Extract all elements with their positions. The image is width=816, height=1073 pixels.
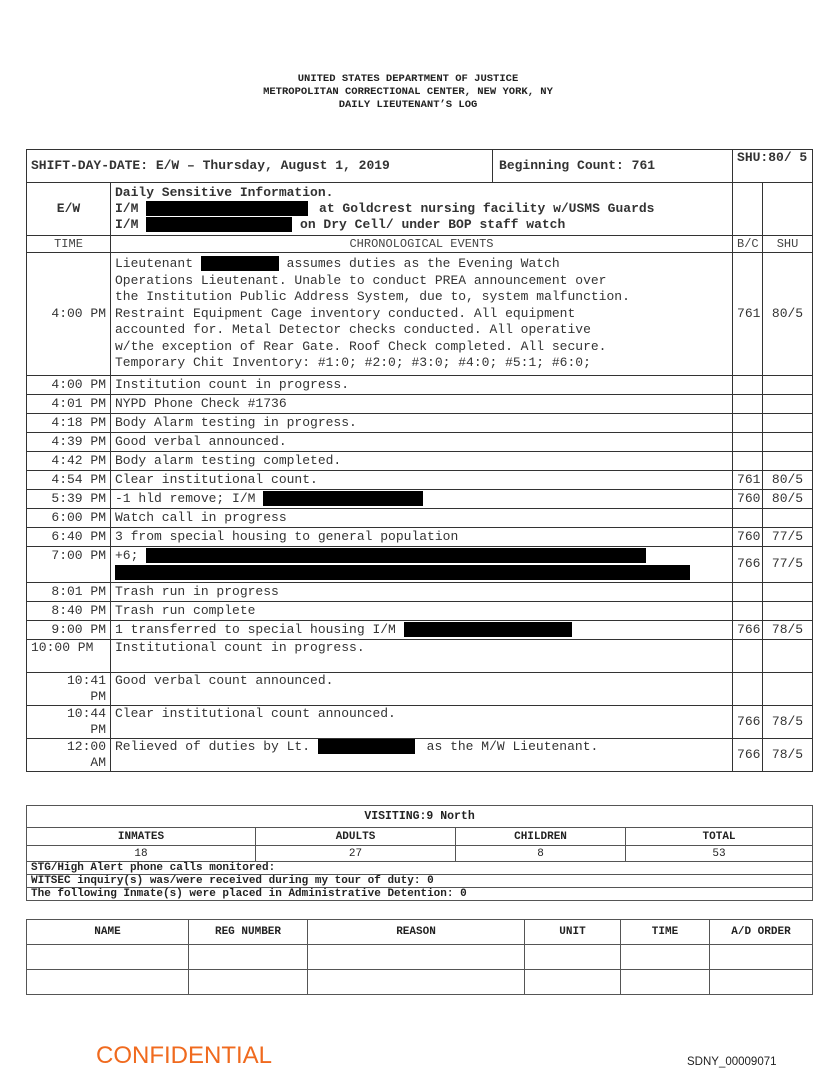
entry-shu	[763, 394, 813, 413]
log-table	[26, 149, 813, 772]
entry-line: Operations Lieutenant. Unable to conduct PREA announcement over	[115, 272, 607, 288]
entry-text-value: -1 hld remove; I/M	[115, 490, 256, 506]
visiting-header-row	[27, 828, 813, 846]
entry-line: w/the exception of Rear Gate. Roof Check completed. All secure.	[115, 338, 607, 354]
entry-bc: 761	[733, 253, 763, 376]
entry-bc	[733, 432, 763, 451]
entry-time: 8:01 PM	[27, 582, 111, 601]
redaction-box	[404, 622, 572, 637]
visiting-title-row	[27, 806, 813, 828]
entry-line	[115, 256, 728, 273]
children-value: 8	[456, 846, 626, 862]
visiting-title: VISITING:9 North	[27, 806, 813, 828]
empty-cell	[308, 970, 525, 995]
entry-line-text: assumes duties as the Evening Watch	[286, 256, 560, 271]
detention-empty-row	[27, 970, 813, 995]
reg-number-header: REG NUMBER	[189, 920, 308, 945]
sensitive-title: Daily Sensitive Information.	[115, 185, 334, 200]
entry-shu	[763, 582, 813, 601]
entry-time: 4:42 PM	[27, 451, 111, 470]
entry-bc: 760	[733, 489, 763, 508]
ad-order-header: A/D ORDER	[710, 920, 813, 945]
entry-shu: 77/5	[763, 527, 813, 546]
log-entry	[27, 738, 813, 771]
im-label: I/M	[115, 217, 139, 232]
inmates-header: INMATES	[27, 828, 256, 846]
beginning-count: Beginning Count: 761	[493, 150, 733, 183]
inmates-value: 18	[27, 846, 256, 862]
shu-cell	[763, 183, 813, 236]
log-entry	[27, 394, 813, 413]
empty-cell	[189, 945, 308, 970]
entry-text	[111, 546, 733, 582]
shift-header-row	[27, 150, 813, 183]
entry-text-value: 1 transferred to special housing I/M	[115, 621, 396, 637]
log-entry	[27, 527, 813, 546]
entry-time: 8:40 PM	[27, 601, 111, 620]
entry-text: Body alarm testing completed.	[111, 451, 733, 470]
entry-shu: 80/5	[763, 470, 813, 489]
detention-row	[27, 888, 813, 901]
sensitive-line-2-text: on Dry Cell/ under BOP staff watch	[300, 217, 566, 232]
sensitive-line-2	[115, 217, 728, 233]
entry-bc	[733, 394, 763, 413]
entry-time: 10:41 PM	[27, 672, 111, 705]
log-title: DAILY LIEUTENANT’S LOG	[338, 99, 478, 111]
log-entry	[27, 253, 813, 376]
empty-cell	[27, 945, 189, 970]
entry-bc: 766	[733, 705, 763, 738]
entry-shu	[763, 639, 813, 672]
column-header-row	[27, 236, 813, 253]
sensitive-info	[111, 183, 733, 236]
entry-line: the Institution Public Address System, due to, system malfunction.	[115, 289, 630, 304]
entry-shu: 80/5	[763, 489, 813, 508]
bc-column-header: B/C	[733, 236, 763, 253]
redaction-box	[146, 201, 308, 216]
entry-text: Trash run complete	[111, 601, 733, 620]
log-entry	[27, 375, 813, 394]
entry-time: 10:00 PM	[27, 639, 111, 672]
entry-text: Clear institutional count.	[111, 470, 733, 489]
shu-count	[733, 150, 813, 183]
sensitive-line-1-text: at Goldcrest nursing facility w/USMS Guards	[319, 201, 655, 216]
redaction-box	[263, 491, 423, 506]
entry-time: 6:40 PM	[27, 527, 111, 546]
entry-bc: 766	[733, 546, 763, 582]
log-entry	[27, 639, 813, 672]
entry-time: 4:00 PM	[27, 375, 111, 394]
log-entry	[27, 620, 813, 639]
stg-row	[27, 862, 813, 875]
visiting-values-row	[27, 846, 813, 862]
entry-shu: 80/5	[763, 253, 813, 376]
entry-bc	[733, 451, 763, 470]
entry-line: Restraint Equipment Cage inventory conducted. All equipment	[115, 305, 576, 321]
entry-shu	[763, 375, 813, 394]
entry-text: Trash run in progress	[111, 582, 733, 601]
entry-bc	[733, 639, 763, 672]
entry-text-value: +6;	[115, 547, 139, 563]
entry-shu	[763, 601, 813, 620]
entry-bc	[733, 582, 763, 601]
entry-text	[111, 489, 733, 508]
entry-time: 10:44 PM	[27, 705, 111, 738]
entry-time: 6:00 PM	[27, 508, 111, 527]
entry-time: 4:18 PM	[27, 413, 111, 432]
entry-bc	[733, 375, 763, 394]
entry-shu	[763, 451, 813, 470]
log-entry	[27, 546, 813, 582]
entry-shu	[763, 672, 813, 705]
entry-text: Body Alarm testing in progress.	[111, 413, 733, 432]
visiting-table	[26, 805, 813, 901]
name-header: NAME	[27, 920, 189, 945]
entry-text: Watch call in progress	[111, 508, 733, 527]
entry-bc: 766	[733, 620, 763, 639]
empty-cell	[710, 970, 813, 995]
log-entry	[27, 470, 813, 489]
entry-bc	[733, 672, 763, 705]
events-column-header: CHRONOLOGICAL EVENTS	[111, 236, 733, 253]
adults-header: ADULTS	[256, 828, 456, 846]
shu-column-header: SHU	[763, 236, 813, 253]
entry-text: Institution count in progress.	[111, 375, 733, 394]
entry-shu	[763, 432, 813, 451]
entry-text	[111, 253, 733, 376]
shift-day-date: SHIFT-DAY-DATE: E/W – Thursday, August 1, 2019	[27, 150, 493, 183]
stg-line: STG/High Alert phone calls monitored:	[27, 862, 813, 875]
detention-table	[26, 919, 813, 995]
entry-time: 4:00 PM	[27, 253, 111, 376]
entry-line	[115, 548, 728, 564]
log-entry	[27, 508, 813, 527]
empty-cell	[308, 945, 525, 970]
entry-shu: 77/5	[763, 546, 813, 582]
empty-cell	[525, 970, 621, 995]
entry-text: Good verbal announced.	[111, 432, 733, 451]
children-header: CHILDREN	[456, 828, 626, 846]
witsec-line: WITSEC inquiry(s) was/were received during my tour of duty: 0	[27, 875, 813, 888]
redaction-box	[146, 217, 292, 232]
total-value: 53	[626, 846, 813, 862]
entry-shu: 78/5	[763, 620, 813, 639]
redaction-box	[115, 565, 690, 580]
entry-line: Temporary Chit Inventory: #1:0; #2:0; #3:0; #4:0; #5:1; #6:0;	[115, 355, 591, 370]
shu-count-value: SHU:80/ 5	[737, 150, 808, 165]
empty-cell	[621, 945, 710, 970]
sensitive-info-row	[27, 183, 813, 236]
redaction-box	[146, 548, 646, 563]
log-entry	[27, 582, 813, 601]
reason-header: REASON	[308, 920, 525, 945]
entry-time: 5:39 PM	[27, 489, 111, 508]
entry-time: 7:00 PM	[27, 546, 111, 582]
witsec-row	[27, 875, 813, 888]
entry-time: 4:39 PM	[27, 432, 111, 451]
entry-text: Clear institutional count announced.	[111, 705, 733, 738]
entry-text	[111, 738, 733, 771]
entry-time: 9:00 PM	[27, 620, 111, 639]
entry-line	[115, 565, 728, 581]
confidential-stamp: CONFIDENTIAL	[96, 1042, 273, 1069]
log-entry	[27, 489, 813, 508]
entry-bc	[733, 508, 763, 527]
entry-bc	[733, 413, 763, 432]
log-entry	[27, 413, 813, 432]
log-entry	[27, 672, 813, 705]
entry-text-value: Relieved of duties by Lt.	[115, 738, 311, 754]
shift-code: E/W	[27, 183, 111, 236]
entry-text: NYPD Phone Check #1736	[111, 394, 733, 413]
empty-cell	[189, 970, 308, 995]
empty-cell	[525, 945, 621, 970]
facility-title: METROPOLITAN CORRECTIONAL CENTER, NEW YORK, NY	[263, 86, 553, 98]
bates-number: SDNY_00009071	[687, 1056, 777, 1068]
time-header: TIME	[621, 920, 710, 945]
entry-line: accounted for. Metal Detector checks conducted. All operative	[115, 322, 591, 337]
empty-cell	[710, 945, 813, 970]
log-entry	[27, 432, 813, 451]
entry-bc: 760	[733, 527, 763, 546]
entry-shu: 78/5	[763, 738, 813, 771]
redaction-box	[318, 739, 415, 754]
lieutenant-label: Lieutenant	[115, 256, 194, 271]
entry-text-suffix: as the M/W Lieutenant.	[426, 738, 599, 754]
entry-time: 4:01 PM	[27, 394, 111, 413]
entry-shu	[763, 508, 813, 527]
entry-bc: 761	[733, 470, 763, 489]
entry-text: Good verbal count announced.	[111, 672, 733, 705]
entry-shu: 78/5	[763, 705, 813, 738]
log-entry	[27, 451, 813, 470]
adults-value: 27	[256, 846, 456, 862]
total-header: TOTAL	[626, 828, 813, 846]
entry-bc	[733, 601, 763, 620]
entry-text	[111, 620, 733, 639]
log-entry	[27, 601, 813, 620]
empty-cell	[621, 970, 710, 995]
detention-header-row	[27, 920, 813, 945]
empty-cell	[27, 970, 189, 995]
im-label: I/M	[115, 201, 139, 216]
entry-time: 4:54 PM	[27, 470, 111, 489]
redaction-box	[201, 256, 279, 271]
unit-header: UNIT	[525, 920, 621, 945]
detention-line: The following Inmate(s) were placed in Administrative Detention: 0	[27, 888, 813, 901]
detention-empty-row	[27, 945, 813, 970]
agency-title: UNITED STATES DEPARTMENT OF JUSTICE	[297, 73, 519, 85]
entry-text: 3 from special housing to general population	[111, 527, 733, 546]
bc-cell	[733, 183, 763, 236]
sensitive-line-1	[115, 201, 728, 217]
entry-text: Institutional count in progress.	[111, 639, 733, 672]
entry-time: 12:00 AM	[27, 738, 111, 771]
time-column-header: TIME	[27, 236, 111, 253]
entry-shu	[763, 413, 813, 432]
entry-bc: 766	[733, 738, 763, 771]
log-entry	[27, 705, 813, 738]
